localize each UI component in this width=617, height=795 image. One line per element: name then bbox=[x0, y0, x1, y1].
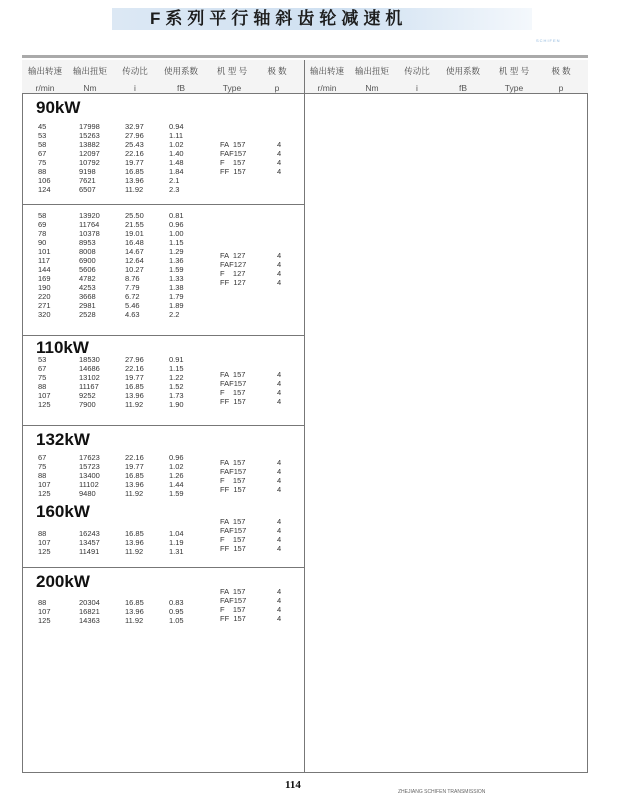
torque-cell: 4782 bbox=[79, 274, 96, 283]
speed-cell: 67 bbox=[38, 364, 47, 373]
factor-cell: 1.52 bbox=[169, 382, 184, 391]
speed-cell: 90 bbox=[38, 238, 47, 247]
factor-cell: 1.73 bbox=[169, 391, 184, 400]
ratio-cell: 13.96 bbox=[125, 176, 144, 185]
model-poles: 4 bbox=[277, 269, 282, 278]
model-row bbox=[220, 269, 281, 278]
torque-cell: 6900 bbox=[79, 256, 96, 265]
table-row bbox=[38, 373, 209, 382]
model-poles: 4 bbox=[277, 251, 282, 260]
table-row bbox=[38, 529, 209, 538]
speed-cell: 88 bbox=[38, 382, 47, 391]
speed-cell: 67 bbox=[38, 149, 47, 158]
data-rows bbox=[38, 529, 209, 556]
speed-cell: 107 bbox=[38, 607, 51, 616]
ratio-cell: 16.85 bbox=[125, 167, 144, 176]
factor-cell: 1.36 bbox=[169, 256, 184, 265]
table-row bbox=[38, 256, 209, 265]
power-block bbox=[22, 204, 304, 319]
model-row bbox=[220, 167, 281, 176]
torque-cell: 13882 bbox=[79, 140, 100, 149]
ratio-cell: 22.16 bbox=[125, 364, 144, 373]
speed-cell: 107 bbox=[38, 391, 51, 400]
model-poles: 4 bbox=[277, 149, 282, 158]
table-row bbox=[38, 292, 209, 301]
model-type: FAF157 bbox=[220, 379, 247, 388]
model-row bbox=[220, 370, 281, 379]
ratio-cell: 16.85 bbox=[125, 598, 144, 607]
speed-cell: 88 bbox=[38, 529, 47, 538]
model-poles: 4 bbox=[277, 614, 282, 623]
factor-cell: 1.90 bbox=[169, 400, 184, 409]
speed-cell: 125 bbox=[38, 400, 51, 409]
speed-cell: 107 bbox=[38, 538, 51, 547]
model-poles: 4 bbox=[277, 278, 282, 287]
model-type: FA 157 bbox=[220, 587, 246, 596]
torque-cell: 8008 bbox=[79, 247, 96, 256]
torque-cell: 9252 bbox=[79, 391, 96, 400]
factor-cell: 1.48 bbox=[169, 158, 184, 167]
ratio-cell: 22.16 bbox=[125, 453, 144, 462]
factor-cell: 2.1 bbox=[169, 176, 180, 185]
table-row bbox=[38, 122, 209, 131]
ratio-cell: 13.96 bbox=[125, 391, 144, 400]
factor-cell: 0.95 bbox=[169, 607, 184, 616]
table-header bbox=[22, 60, 588, 94]
power-block bbox=[22, 567, 304, 625]
torque-cell: 15263 bbox=[79, 131, 100, 140]
torque-cell: 13400 bbox=[79, 471, 100, 480]
torque-cell: 11167 bbox=[79, 382, 99, 391]
model-type: FF 157 bbox=[220, 485, 246, 494]
factor-cell: 1.22 bbox=[169, 373, 184, 382]
speed-cell: 88 bbox=[38, 471, 47, 480]
model-poles: 4 bbox=[277, 605, 282, 614]
torque-cell: 3668 bbox=[79, 292, 96, 301]
speed-cell: 75 bbox=[38, 158, 47, 167]
ratio-cell: 16.85 bbox=[125, 529, 144, 538]
data-rows bbox=[38, 355, 209, 409]
power-heading: 160kW bbox=[36, 502, 90, 521]
factor-cell: 1.15 bbox=[169, 364, 184, 373]
model-row bbox=[220, 517, 281, 526]
model-type: F 157 bbox=[220, 605, 246, 614]
model-row bbox=[220, 278, 281, 287]
column-divider bbox=[304, 60, 305, 773]
torque-cell: 13457 bbox=[79, 538, 100, 547]
table-row bbox=[38, 538, 209, 547]
model-type: FA 157 bbox=[220, 517, 246, 526]
table-row bbox=[38, 167, 209, 176]
torque-cell: 13920 bbox=[79, 211, 100, 220]
model-row bbox=[220, 140, 281, 149]
table-row bbox=[38, 176, 209, 185]
factor-cell: 1.59 bbox=[169, 489, 184, 498]
model-type: FAF157 bbox=[220, 467, 247, 476]
header-torque-right: 输出扭矩 Nm bbox=[354, 66, 389, 93]
speed-cell: 67 bbox=[38, 453, 47, 462]
model-row bbox=[220, 379, 281, 388]
factor-cell: 0.91 bbox=[169, 355, 184, 364]
power-heading: 200kW bbox=[36, 572, 90, 591]
torque-cell: 11491 bbox=[79, 547, 100, 556]
torque-cell: 10792 bbox=[79, 158, 100, 167]
torque-cell: 12097 bbox=[79, 149, 100, 158]
speed-cell: 169 bbox=[38, 274, 51, 283]
torque-cell: 9198 bbox=[79, 167, 96, 176]
speed-cell: 101 bbox=[38, 247, 51, 256]
power-heading: 90kW bbox=[36, 98, 81, 117]
table-row bbox=[38, 480, 209, 489]
model-type: FA 127 bbox=[220, 251, 246, 260]
torque-cell: 11764 bbox=[79, 220, 100, 229]
model-type: F 157 bbox=[220, 535, 246, 544]
model-type: FF 157 bbox=[220, 544, 246, 553]
factor-cell: 0.81 bbox=[169, 211, 184, 220]
model-type: FF 157 bbox=[220, 397, 246, 406]
data-rows bbox=[38, 598, 209, 625]
speed-cell: 220 bbox=[38, 292, 51, 301]
model-row bbox=[220, 149, 281, 158]
factor-cell: 1.00 bbox=[169, 229, 184, 238]
torque-cell: 20304 bbox=[79, 598, 100, 607]
model-poles: 4 bbox=[277, 467, 282, 476]
factor-cell: 1.26 bbox=[169, 471, 184, 480]
factor-cell: 1.89 bbox=[169, 301, 184, 310]
factor-cell: 1.40 bbox=[169, 149, 184, 158]
model-poles: 4 bbox=[277, 140, 282, 149]
model-row bbox=[220, 526, 281, 535]
ratio-cell: 11.92 bbox=[125, 547, 144, 556]
torque-cell: 7900 bbox=[79, 400, 96, 409]
model-type: FA 157 bbox=[220, 458, 246, 467]
ratio-cell: 19.77 bbox=[125, 373, 144, 382]
ratio-cell: 16.85 bbox=[125, 382, 144, 391]
torque-cell: 11102 bbox=[79, 480, 99, 489]
power-block bbox=[22, 335, 304, 409]
factor-cell: 1.15 bbox=[169, 238, 184, 247]
ratio-cell: 16.85 bbox=[125, 471, 144, 480]
speed-cell: 45 bbox=[38, 122, 47, 131]
speed-cell: 125 bbox=[38, 489, 51, 498]
model-row bbox=[220, 605, 281, 614]
factor-cell: 1.31 bbox=[169, 547, 184, 556]
data-rows bbox=[38, 453, 209, 498]
ratio-cell: 11.92 bbox=[125, 400, 144, 409]
torque-cell: 15723 bbox=[79, 462, 100, 471]
model-row bbox=[220, 587, 281, 596]
speed-cell: 88 bbox=[38, 167, 47, 176]
header-torque: 输出扭矩 Nm bbox=[72, 66, 107, 93]
footnote: ZHEJIANG SCHIFEN TRANSMISSION bbox=[398, 789, 486, 795]
table-row bbox=[38, 616, 209, 625]
model-type: FAF157 bbox=[220, 596, 247, 605]
model-poles: 4 bbox=[277, 526, 282, 535]
speed-cell: 106 bbox=[38, 176, 51, 185]
torque-cell: 13102 bbox=[79, 373, 100, 382]
table-row bbox=[38, 310, 209, 319]
model-row bbox=[220, 158, 281, 167]
header-factor: 使用系数 fB bbox=[163, 66, 198, 93]
factor-cell: 1.02 bbox=[169, 140, 184, 149]
title-tag: SCHIFEN bbox=[536, 38, 561, 43]
speed-cell: 124 bbox=[38, 185, 51, 194]
factor-cell: 1.79 bbox=[169, 292, 184, 301]
ratio-cell: 27.96 bbox=[125, 131, 144, 140]
torque-cell: 6507 bbox=[79, 185, 96, 194]
model-type: FAF127 bbox=[220, 260, 247, 269]
model-poles: 4 bbox=[277, 370, 282, 379]
header-poles: 极 数 p bbox=[267, 66, 287, 93]
model-type: FAF157 bbox=[220, 149, 247, 158]
speed-cell: 58 bbox=[38, 211, 47, 220]
table-row bbox=[38, 247, 209, 256]
model-poles: 4 bbox=[277, 517, 282, 526]
table-row bbox=[38, 140, 209, 149]
model-list bbox=[220, 251, 281, 287]
ratio-cell: 7.79 bbox=[125, 283, 140, 292]
model-row bbox=[220, 251, 281, 260]
ratio-cell: 13.96 bbox=[125, 480, 144, 489]
torque-cell: 14686 bbox=[79, 364, 100, 373]
table-row bbox=[38, 149, 209, 158]
model-row bbox=[220, 260, 281, 269]
table-row bbox=[38, 382, 209, 391]
torque-cell: 9480 bbox=[79, 489, 96, 498]
model-row bbox=[220, 458, 281, 467]
torque-cell: 16821 bbox=[79, 607, 100, 616]
model-row bbox=[220, 476, 281, 485]
torque-cell: 17623 bbox=[79, 453, 100, 462]
model-row bbox=[220, 397, 281, 406]
table-row bbox=[38, 265, 209, 274]
table-row bbox=[38, 598, 209, 607]
top-rule bbox=[22, 55, 588, 58]
model-poles: 4 bbox=[277, 535, 282, 544]
model-list bbox=[220, 370, 281, 406]
factor-cell: 1.04 bbox=[169, 529, 184, 538]
factor-cell: 2.2 bbox=[169, 310, 180, 319]
speed-cell: 88 bbox=[38, 598, 47, 607]
model-poles: 4 bbox=[277, 544, 282, 553]
torque-cell: 2528 bbox=[79, 310, 96, 319]
model-poles: 4 bbox=[277, 388, 282, 397]
factor-cell: 1.29 bbox=[169, 247, 184, 256]
speed-cell: 53 bbox=[38, 131, 47, 140]
model-poles: 4 bbox=[277, 485, 282, 494]
speed-cell: 107 bbox=[38, 480, 51, 489]
factor-cell: 1.19 bbox=[169, 538, 184, 547]
power-heading: 132kW bbox=[36, 430, 90, 449]
table-row bbox=[38, 220, 209, 229]
model-row bbox=[220, 614, 281, 623]
model-row bbox=[220, 544, 281, 553]
ratio-cell: 13.96 bbox=[125, 538, 144, 547]
table-row bbox=[38, 547, 209, 556]
ratio-cell: 19.77 bbox=[125, 462, 144, 471]
torque-cell: 4253 bbox=[79, 283, 96, 292]
model-type: FF 157 bbox=[220, 167, 246, 176]
speed-cell: 271 bbox=[38, 301, 51, 310]
ratio-cell: 4.63 bbox=[125, 310, 140, 319]
torque-cell: 7621 bbox=[79, 176, 96, 185]
torque-cell: 10378 bbox=[79, 229, 100, 238]
ratio-cell: 5.46 bbox=[125, 301, 140, 310]
table-row bbox=[38, 400, 209, 409]
table-row bbox=[38, 462, 209, 471]
factor-cell: 1.38 bbox=[169, 283, 184, 292]
speed-cell: 75 bbox=[38, 462, 47, 471]
model-poles: 4 bbox=[277, 167, 282, 176]
table-row bbox=[38, 355, 209, 364]
factor-cell: 1.44 bbox=[169, 480, 184, 489]
model-poles: 4 bbox=[277, 397, 282, 406]
ratio-cell: 8.76 bbox=[125, 274, 140, 283]
ratio-cell: 12.64 bbox=[125, 256, 144, 265]
data-rows bbox=[38, 122, 209, 194]
speed-cell: 69 bbox=[38, 220, 47, 229]
speed-cell: 53 bbox=[38, 355, 47, 364]
model-list bbox=[220, 458, 281, 494]
model-poles: 4 bbox=[277, 476, 282, 485]
speed-cell: 320 bbox=[38, 310, 51, 319]
table-row bbox=[38, 211, 209, 220]
speed-cell: 75 bbox=[38, 373, 47, 382]
factor-cell: 1.33 bbox=[169, 274, 184, 283]
ratio-cell: 11.92 bbox=[125, 185, 144, 194]
model-type: F 157 bbox=[220, 476, 246, 485]
model-poles: 4 bbox=[277, 587, 282, 596]
ratio-cell: 11.92 bbox=[125, 489, 144, 498]
ratio-cell: 25.50 bbox=[125, 211, 144, 220]
ratio-cell: 6.72 bbox=[125, 292, 140, 301]
factor-cell: 2.3 bbox=[169, 185, 180, 194]
model-type: FA 157 bbox=[220, 370, 246, 379]
header-factor-right: 使用系数 fB bbox=[445, 66, 480, 93]
model-row bbox=[220, 467, 281, 476]
ratio-cell: 13.96 bbox=[125, 607, 144, 616]
ratio-cell: 19.01 bbox=[125, 229, 144, 238]
torque-cell: 18530 bbox=[79, 355, 100, 364]
factor-cell: 1.59 bbox=[169, 265, 184, 274]
table-row bbox=[38, 471, 209, 480]
model-list bbox=[220, 140, 281, 176]
speed-cell: 144 bbox=[38, 265, 51, 274]
ratio-cell: 25.43 bbox=[125, 140, 144, 149]
factor-cell: 0.96 bbox=[169, 220, 184, 229]
ratio-cell: 27.96 bbox=[125, 355, 144, 364]
speed-cell: 125 bbox=[38, 547, 51, 556]
power-heading: 110kW bbox=[36, 338, 89, 357]
header-speed: 输出转速 r/min bbox=[27, 66, 62, 93]
model-row bbox=[220, 485, 281, 494]
factor-cell: 0.83 bbox=[169, 598, 184, 607]
model-list bbox=[220, 517, 281, 553]
table-row bbox=[38, 238, 209, 247]
model-row bbox=[220, 535, 281, 544]
model-poles: 4 bbox=[277, 596, 282, 605]
model-poles: 4 bbox=[277, 260, 282, 269]
table-row bbox=[38, 607, 209, 616]
page-number: 114 bbox=[285, 779, 301, 791]
model-poles: 4 bbox=[277, 379, 282, 388]
table-row bbox=[38, 158, 209, 167]
speed-cell: 58 bbox=[38, 140, 47, 149]
model-list bbox=[220, 587, 281, 623]
speed-cell: 117 bbox=[38, 256, 50, 265]
factor-cell: 1.11 bbox=[169, 131, 184, 140]
model-type: FF 157 bbox=[220, 614, 246, 623]
torque-cell: 17998 bbox=[79, 122, 100, 131]
ratio-cell: 22.16 bbox=[125, 149, 144, 158]
ratio-cell: 16.48 bbox=[125, 238, 144, 247]
speed-cell: 78 bbox=[38, 229, 47, 238]
model-type: F 157 bbox=[220, 158, 246, 167]
table-row bbox=[38, 453, 209, 462]
model-row bbox=[220, 388, 281, 397]
ratio-cell: 21.55 bbox=[125, 220, 144, 229]
model-type: FF 127 bbox=[220, 278, 246, 287]
table-row bbox=[38, 301, 209, 310]
speed-cell: 190 bbox=[38, 283, 51, 292]
header-ratio-right: 传动比 i bbox=[404, 66, 430, 93]
table-row bbox=[38, 229, 209, 238]
model-type: F 157 bbox=[220, 388, 246, 397]
speed-cell: 125 bbox=[38, 616, 51, 625]
table-row bbox=[38, 185, 209, 194]
table-row bbox=[38, 391, 209, 400]
factor-cell: 0.96 bbox=[169, 453, 184, 462]
table-row bbox=[38, 283, 209, 292]
table-row bbox=[38, 364, 209, 373]
header-type: 机 型 号 Type bbox=[216, 66, 248, 93]
factor-cell: 1.05 bbox=[169, 616, 184, 625]
factor-cell: 1.84 bbox=[169, 167, 184, 176]
torque-cell: 16243 bbox=[79, 529, 100, 538]
factor-cell: 0.94 bbox=[169, 122, 184, 131]
ratio-cell: 14.67 bbox=[125, 247, 144, 256]
model-type: F 127 bbox=[220, 269, 246, 278]
page-title: F系列平行轴斜齿轮减速机 bbox=[150, 9, 408, 28]
table-row bbox=[38, 131, 209, 140]
table-row bbox=[38, 489, 209, 498]
ratio-cell: 11.92 bbox=[125, 616, 144, 625]
model-poles: 4 bbox=[277, 458, 282, 467]
header-ratio: 传动比 i bbox=[122, 66, 148, 93]
model-row bbox=[220, 596, 281, 605]
model-type: FA 157 bbox=[220, 140, 246, 149]
header-type-right: 机 型 号 Type bbox=[498, 66, 530, 93]
power-block bbox=[22, 425, 304, 498]
torque-cell: 8953 bbox=[79, 238, 96, 247]
model-poles: 4 bbox=[277, 158, 282, 167]
torque-cell: 2981 bbox=[79, 301, 96, 310]
factor-cell: 1.02 bbox=[169, 462, 184, 471]
ratio-cell: 10.27 bbox=[125, 265, 144, 274]
model-type: FAF157 bbox=[220, 526, 247, 535]
torque-cell: 14363 bbox=[79, 616, 100, 625]
table-row bbox=[38, 274, 209, 283]
header-speed-right: 输出转速 r/min bbox=[309, 66, 344, 93]
ratio-cell: 32.97 bbox=[125, 122, 144, 131]
data-rows bbox=[38, 211, 209, 319]
header-poles-right: 极 数 p bbox=[551, 66, 571, 93]
ratio-cell: 19.77 bbox=[125, 158, 144, 167]
torque-cell: 5606 bbox=[79, 265, 96, 274]
